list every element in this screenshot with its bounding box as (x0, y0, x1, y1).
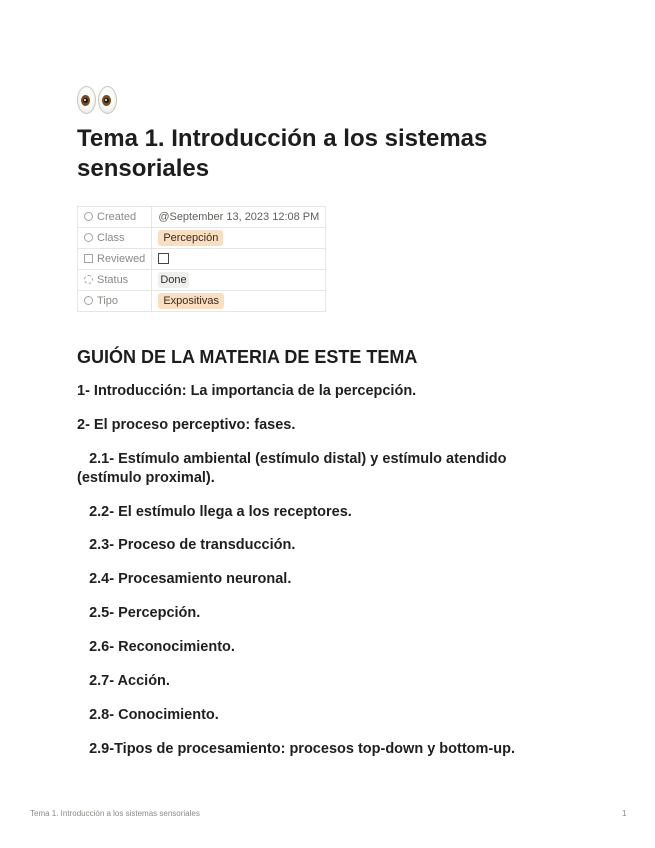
property-row-created (78, 207, 326, 228)
outline-item-1: 1- Introducción: La importancia de la percepción. (77, 383, 417, 399)
property-key: Created (78, 207, 152, 228)
property-value[interactable] (152, 291, 326, 312)
eye-right-icon (98, 86, 117, 114)
property-value[interactable] (152, 270, 326, 291)
property-row-status (78, 270, 326, 291)
section-heading: GUIÓN DE LA MATERIA DE ESTE TEMA (77, 347, 418, 367)
property-row-tipo (78, 291, 326, 312)
outline-item-2-8: 2.8- Conocimiento. (77, 707, 219, 723)
status-badge[interactable]: Done (160, 274, 187, 286)
checkbox-icon (84, 254, 93, 263)
property-key: Reviewed (78, 249, 152, 270)
clock-icon (84, 212, 93, 221)
property-key: Class (78, 228, 152, 249)
outline-item-2-9: 2.9-Tipos de procesamiento: procesos top-down y bottom-up. (77, 741, 515, 757)
reviewed-checkbox[interactable] (158, 253, 169, 264)
property-row-reviewed (78, 249, 326, 270)
select-icon (84, 233, 93, 242)
eye-left-icon (77, 86, 96, 114)
outline-item-2-5: 2.5- Percepción. (77, 605, 201, 621)
property-value[interactable] (152, 228, 326, 249)
outline-item-2-7: 2.7- Acción. (77, 673, 170, 689)
created-date: @September 13, 2023 12:08 PM (158, 211, 320, 223)
select-icon (84, 296, 93, 305)
property-value[interactable] (152, 207, 326, 228)
page-title: Tema 1. Introducción a los sistemas sensoriales (77, 125, 488, 182)
property-value[interactable] (152, 249, 326, 270)
property-key: Status (78, 270, 152, 291)
footer-title: Tema 1. Introducción a los sistemas sensoriales (30, 809, 200, 818)
tipo-tag[interactable]: Expositivas (158, 293, 224, 309)
status-icon (84, 275, 93, 284)
outline-item-2-1: 2.1- Estímulo ambiental (estímulo distal) y estímulo atendido (estímulo proximal). (77, 451, 511, 486)
outline-item-2-6: 2.6- Reconocimiento. (77, 639, 235, 655)
page-number: 1 (622, 809, 627, 818)
property-key: Tipo (78, 291, 152, 312)
outline-item-2: 2- El proceso perceptivo: fases. (77, 417, 296, 433)
property-row-class (78, 228, 326, 249)
outline-item-2-4: 2.4- Procesamiento neuronal. (77, 571, 292, 587)
class-tag[interactable]: Percepción (158, 230, 223, 246)
eyes-emoji-icon (77, 86, 117, 116)
outline-item-2-2: 2.2- El estímulo llega a los receptores. (77, 504, 352, 520)
outline-item-2-3: 2.3- Proceso de transducción. (77, 537, 296, 553)
properties-table (77, 206, 326, 312)
